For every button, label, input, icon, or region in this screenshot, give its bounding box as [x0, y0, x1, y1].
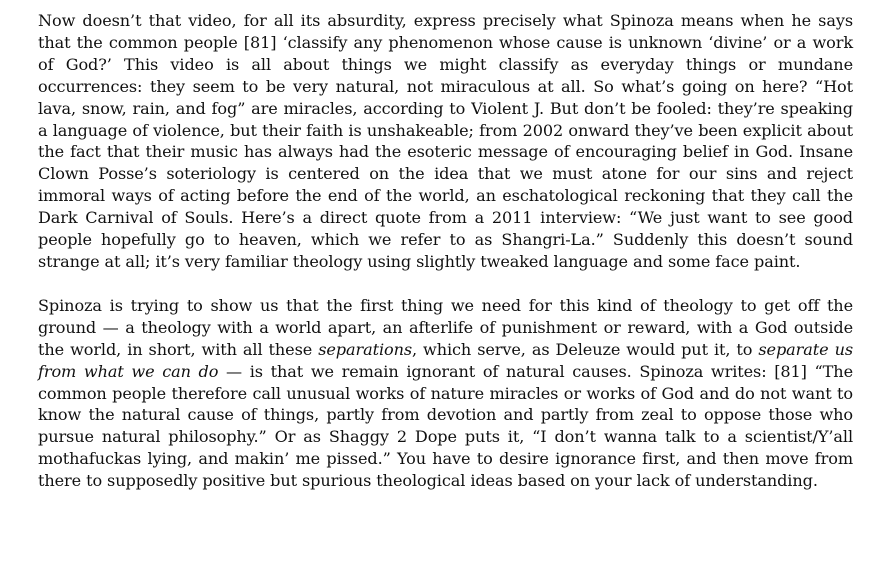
document-body: [38, 10, 853, 492]
paragraph-2-emphasis-separate: separate us from what we can do: [38, 339, 853, 381]
paragraph-2-emphasis-separations: separations: [318, 339, 412, 359]
paragraph-1: [38, 10, 853, 273]
paragraph-2: [38, 295, 853, 492]
paragraph-2-text-2: , which serve, as Deleuze would put it, to: [412, 339, 759, 359]
paragraph-2-text-1: Spinoza is trying to show us that the first thing we need for this kind of theology to get off the ground — a theology with a world apart, an afterlife of punishment or reward, with a God outside the world, in short, with all these: [38, 295, 853, 359]
paragraph-2-text-3: — is that we remain ignorant of natural causes. Spinoza writes: [81] “The common people therefore call unusual works of nature miracles or works of God and do not want to know the natural cause of things, partly from devotion and partly from zeal to oppose those who pursue natural philosophy.” Or as Shaggy 2 Dope puts it, “I don’t wanna talk to a scientist/Y’all mothafuckas lying, and makin’ me pissed.” You have to desire ignorance first, and then move from there to supposedly positive but spurious theological ideas based on your lack of understanding.: [38, 361, 853, 491]
paragraph-1-text: Now doesn’t that video, for all its absurdity, express precisely what Spinoza means when he says that the common people [81] ‘classify any phenomenon whose cause is unknown ‘divine’ or a work of God?’ This video is all about things we might classify as everyday things or mundane occurrences: they seem to be very natural, not miraculous at all. So what’s going on here? “Hot lava, snow, rain, and fog” are miracles, according to Violent J. But don’t be fooled: they’re speaking a language of violence, but their faith is unshakeable; from 2002 onward they’ve been explicit about the fact that their music has always had the esoteric message of encouraging belief in God. Insane Clown Posse’s soteriology is centered on the idea that we must atone for our sins and reject immoral ways of acting before the end of the world, an eschatological reckoning that they call the Dark Carnival of Souls. Here’s a direct quote from a 2011 interview: “We just want to see good people hopefully go to heaven, which we refer to as Shangri-La.” Suddenly this doesn’t sound strange at all; it’s very familiar theology using slightly tweaked language and some face paint.: [38, 11, 853, 271]
